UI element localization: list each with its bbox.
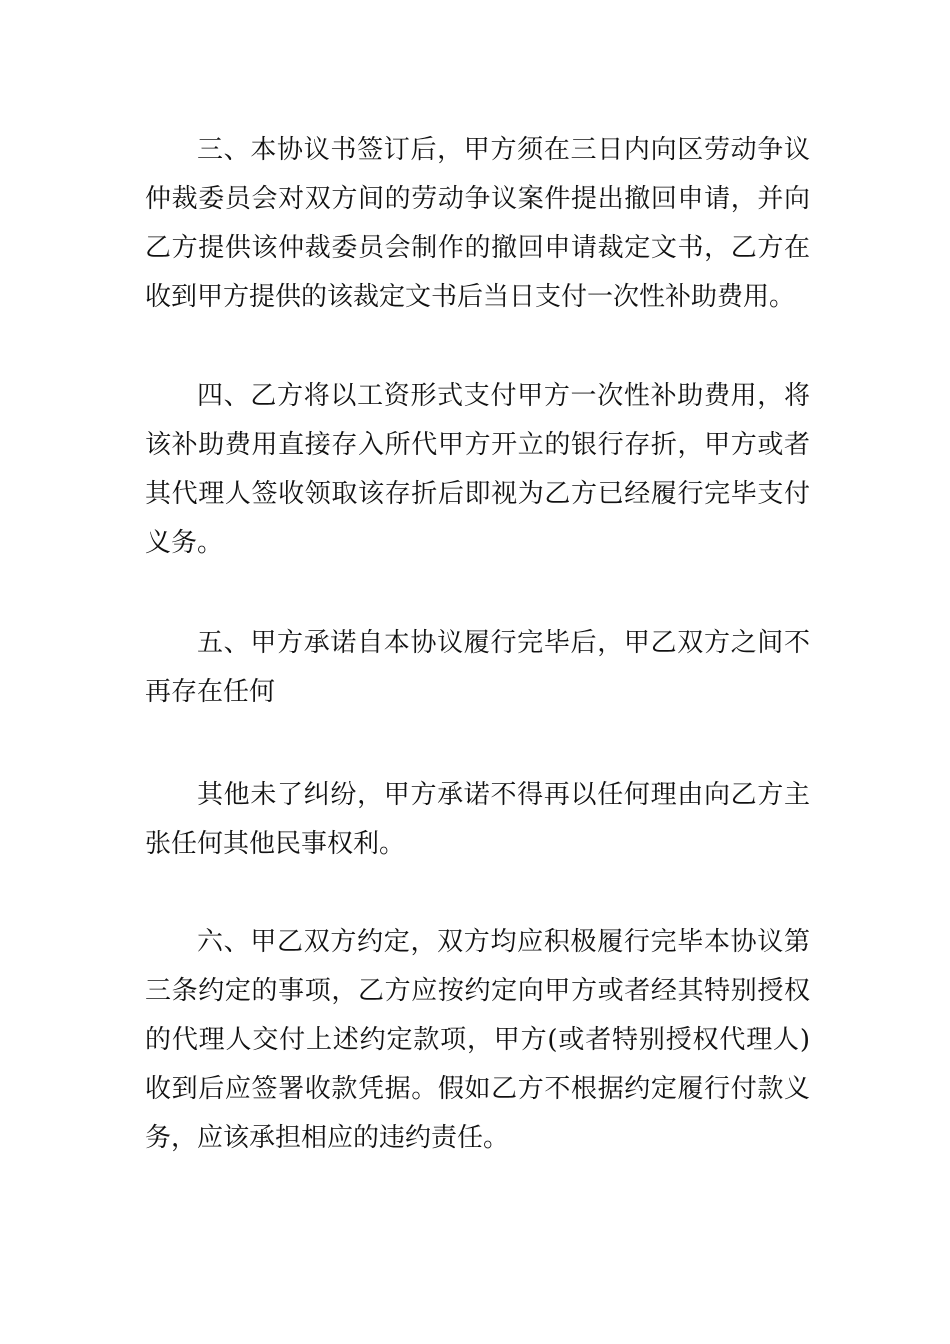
text-line: 其他未了纠纷，甲方承诺不得再以任何理由向乙方主: [197, 780, 810, 810]
text-line: 收到后应签署收款凭据。假如乙方不根据约定履行付款义: [145, 1074, 810, 1104]
text-line: 四、乙方将以工资形式支付甲方一次性补助费用，将: [197, 381, 810, 411]
text-line: 张任何其他民事权利。: [145, 829, 406, 859]
text-line: 务，应该承担相应的违约责任。: [145, 1123, 510, 1153]
text-line: 仲裁委员会对双方间的劳动争议案件提出撤回申请，并向: [145, 184, 810, 214]
text-line: 三、本协议书签订后，甲方须在三日内向区劳动争议: [197, 135, 810, 165]
text-line: 义务。: [145, 528, 224, 558]
paragraph-clause-5: [145, 619, 810, 717]
text-line: 三条约定的事项，乙方应按约定向甲方或者经其特别授权: [145, 976, 810, 1006]
text-line: 的代理人交付上述约定款项，甲方(或者特别授权代理人): [145, 1025, 810, 1055]
text-line: 收到甲方提供的该裁定文书后当日支付一次性补助费用。: [145, 282, 796, 312]
text-line: 六、甲乙双方约定，双方均应积极履行完毕本协议第: [197, 927, 810, 957]
text-line: 再存在任何: [145, 677, 276, 707]
paragraph-clause-4: [145, 372, 810, 568]
paragraph-clause-5-continued: [145, 771, 810, 869]
text-line: 乙方提供该仲裁委员会制作的撤回申请裁定文书，乙方在: [145, 233, 810, 263]
text-line: 其代理人签收领取该存折后即视为乙方已经履行完毕支付: [145, 479, 810, 509]
paragraph-clause-3: [145, 126, 810, 322]
paragraph-clause-6: [145, 918, 810, 1163]
text-line: 该补助费用直接存入所代甲方开立的银行存折，甲方或者: [145, 430, 810, 460]
text-line: 五、甲方承诺自本协议履行完毕后，甲乙双方之间不: [197, 628, 810, 658]
